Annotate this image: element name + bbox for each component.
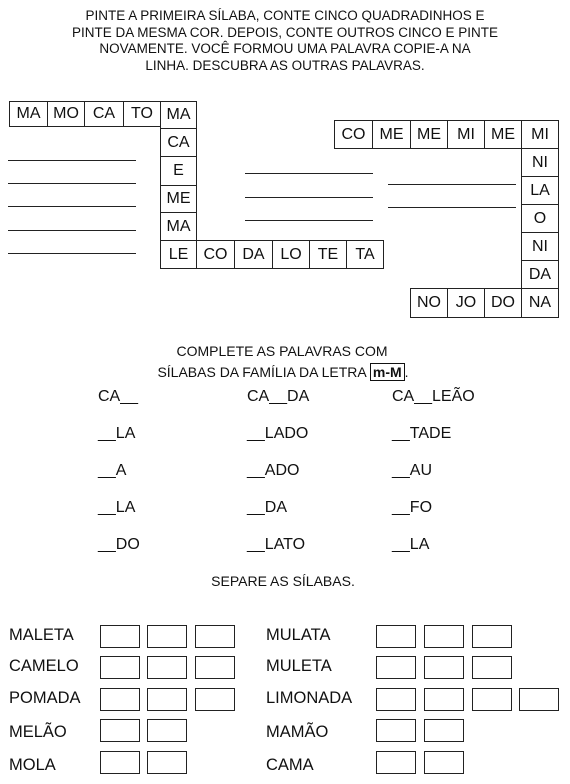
syllable-cell[interactable]: NA xyxy=(521,288,559,318)
syllable-cell[interactable]: NO xyxy=(410,288,448,318)
syllable-cell[interactable]: ME xyxy=(484,120,522,149)
separate-word: CAMA xyxy=(266,756,314,774)
syllable-cell[interactable]: CO xyxy=(334,120,373,149)
syllable-cell[interactable]: NI xyxy=(521,232,559,261)
syllable-box[interactable] xyxy=(472,656,512,679)
syllable-box[interactable] xyxy=(100,656,140,679)
syllable-cell[interactable]: MA xyxy=(160,212,197,241)
syllable-cell[interactable]: E xyxy=(160,156,197,186)
syllable-cell[interactable]: LA xyxy=(521,176,559,205)
syllable-cell[interactable]: TE xyxy=(309,240,347,269)
syllable-box[interactable] xyxy=(100,719,140,742)
fill-word: __DO xyxy=(98,536,140,553)
syllable-cell[interactable]: ME xyxy=(410,120,448,149)
fill-word: __AU xyxy=(392,462,433,479)
complete-title-line2 xyxy=(0,362,566,382)
instruction-line: PINTE DA MESMA COR. DEPOIS, CONTE OUTROS CINCO E PINTE xyxy=(71,24,499,40)
syllable-box[interactable] xyxy=(100,625,140,648)
title-period: . xyxy=(404,364,409,380)
fill-word: CA__LEÃO xyxy=(392,388,475,405)
letter-badge: m-M xyxy=(370,363,405,381)
syllable-cell[interactable]: MO xyxy=(47,101,85,127)
answer-line[interactable] xyxy=(8,206,136,207)
separate-word: MALETA xyxy=(9,626,74,644)
separate-word: MOLA xyxy=(9,756,56,774)
separate-word: MELÃO xyxy=(9,723,67,741)
instruction-line: NOVAMENTE. VOCÊ FORMOU UMA PALAVRA COPIE-A NA xyxy=(99,41,471,56)
answer-line[interactable] xyxy=(8,230,136,231)
syllable-box[interactable] xyxy=(100,751,140,774)
syllable-box[interactable] xyxy=(195,625,235,648)
fill-word: __ADO xyxy=(247,462,300,479)
answer-line[interactable] xyxy=(245,197,373,198)
syllable-box[interactable] xyxy=(376,656,416,679)
syllable-cell[interactable]: MI xyxy=(447,120,485,149)
syllable-cell[interactable]: MA xyxy=(9,101,48,127)
fill-word: __LA xyxy=(98,425,136,442)
syllable-box[interactable] xyxy=(424,719,464,742)
syllable-cell[interactable]: JO xyxy=(447,288,485,318)
syllable-box[interactable] xyxy=(424,625,464,648)
answer-line[interactable] xyxy=(245,173,373,174)
syllable-box[interactable] xyxy=(472,625,512,648)
separate-word: MAMÃO xyxy=(266,723,329,741)
fill-word: __LADO xyxy=(247,425,309,442)
answer-line[interactable] xyxy=(8,183,136,184)
syllable-cell[interactable]: MI xyxy=(521,120,559,149)
separate-word: POMADA xyxy=(9,689,81,707)
syllable-box[interactable] xyxy=(424,751,464,774)
syllable-box[interactable] xyxy=(376,751,416,774)
syllable-box[interactable] xyxy=(424,656,464,679)
syllable-cell[interactable]: LO xyxy=(272,240,310,269)
fill-word: __A xyxy=(98,462,127,479)
syllable-cell[interactable]: LE xyxy=(160,240,197,269)
syllable-cell[interactable]: CA xyxy=(84,101,124,127)
separate-word: MULATA xyxy=(266,626,331,644)
instruction-line: LINHA. DESCUBRA AS OUTRAS PALAVRAS. xyxy=(145,57,425,73)
fill-word: __LA xyxy=(98,499,136,516)
syllable-box[interactable] xyxy=(147,656,187,679)
fill-word: __LATO xyxy=(247,536,306,553)
syllable-box[interactable] xyxy=(519,688,559,711)
separate-word: LIMONADA xyxy=(266,689,353,707)
syllable-box[interactable] xyxy=(376,625,416,648)
syllable-cell[interactable]: ME xyxy=(160,185,197,213)
complete-title-line1: COMPLETE AS PALAVRAS COM xyxy=(176,343,388,359)
syllable-cell[interactable]: MA xyxy=(160,101,197,129)
answer-line[interactable] xyxy=(8,160,136,161)
separate-word: MULETA xyxy=(266,657,332,675)
syllable-box[interactable] xyxy=(147,719,187,742)
syllable-box[interactable] xyxy=(424,688,464,711)
fill-word: CA__DA xyxy=(247,388,310,405)
syllable-cell[interactable]: CO xyxy=(196,240,235,269)
instruction-line: PINTE A PRIMEIRA SÍLABA, CONTE CINCO QUADRADINHOS E xyxy=(85,8,485,23)
syllable-box[interactable] xyxy=(100,688,140,711)
syllable-cell[interactable]: DA xyxy=(234,240,273,269)
fill-word: __FO xyxy=(392,499,433,516)
syllable-cell[interactable]: NI xyxy=(521,148,559,177)
syllable-cell[interactable]: TO xyxy=(123,101,161,127)
complete-title-text: SÍLABAS DA FAMÍLIA DA LETRA xyxy=(157,364,366,380)
syllable-box[interactable] xyxy=(147,625,187,648)
syllable-cell[interactable]: CA xyxy=(160,128,197,157)
syllable-box[interactable] xyxy=(195,688,235,711)
fill-word: CA__ xyxy=(98,388,139,405)
syllable-cell[interactable]: O xyxy=(521,204,559,233)
syllable-box[interactable] xyxy=(376,688,416,711)
syllable-box[interactable] xyxy=(147,688,187,711)
fill-word: __LA xyxy=(392,536,430,553)
syllable-box[interactable] xyxy=(376,719,416,742)
separate-title: SEPARE AS SÍLABAS. xyxy=(211,573,355,589)
syllable-cell[interactable]: TA xyxy=(346,240,384,269)
syllable-box[interactable] xyxy=(472,688,512,711)
answer-line[interactable] xyxy=(245,220,373,221)
syllable-cell[interactable]: ME xyxy=(372,120,411,149)
answer-line[interactable] xyxy=(8,253,136,254)
separate-word: CAMELO xyxy=(9,657,79,675)
answer-line[interactable] xyxy=(388,184,516,185)
syllable-box[interactable] xyxy=(147,751,187,774)
fill-word: __DA xyxy=(247,499,288,516)
syllable-cell[interactable]: DA xyxy=(521,260,559,289)
fill-word: __TADE xyxy=(392,425,452,442)
instructions xyxy=(0,8,570,74)
syllable-box[interactable] xyxy=(195,656,235,679)
syllable-cell[interactable]: DO xyxy=(484,288,522,318)
answer-line[interactable] xyxy=(388,207,516,208)
